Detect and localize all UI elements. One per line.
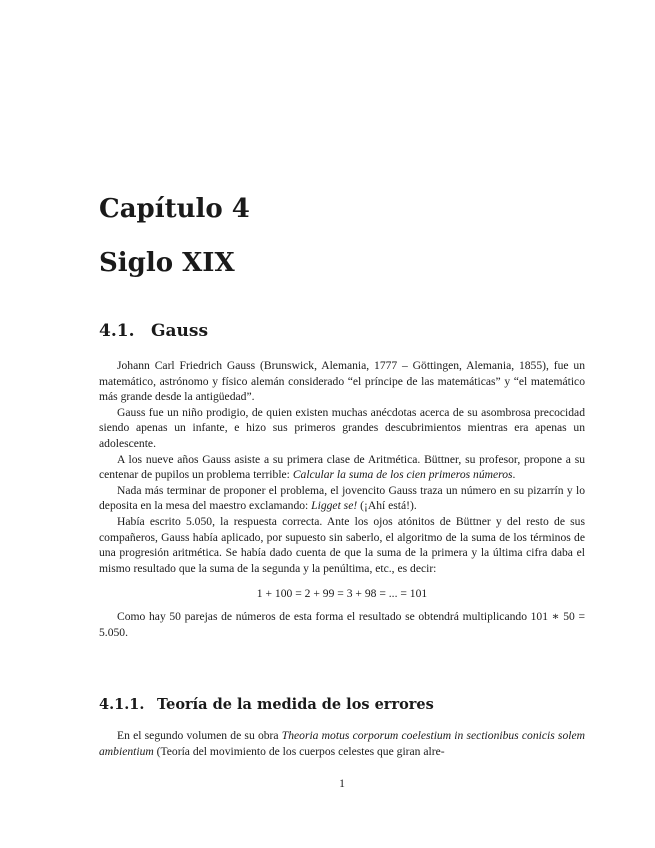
- chapter-title: Siglo XIX: [99, 248, 235, 278]
- paragraph: Gauss fue un niño prodigio, de quien existen muchas anécdotas acerca de su asombrosa precocidad siendo apenas un infante, e hizo sus primeros grandes descubrimientos mientras era apenas un adolescente.: [99, 405, 585, 450]
- subsection-body: [99, 728, 585, 759]
- paragraph: Como hay 50 parejas de números de esta forma el resultado se obtendrá multiplicando 101 ∗ 50 = 5.050.: [99, 609, 585, 639]
- emphasis-text: Ligget se!: [311, 499, 358, 513]
- equation: 1 + 100 = 2 + 99 = 3 + 98 = ... = 101: [256, 587, 428, 601]
- paragraph: Nada más terminar de proponer el problema, el jovencito Gauss traza un número en su pizarrín y lo deposita en la mesa del maestro exclamando: Ligget se! (¡Ahí está!).: [99, 483, 585, 513]
- paragraph: Johann Carl Friedrich Gauss (Brunswick, Alemania, 1777 – Göttingen, Alemania, 1855), fue un matemático, astrónomo y físico alemán considerado “el príncipe de las matemáticas” y “el matemático más grande desde la antigüedad”.: [99, 359, 585, 404]
- paragraph: En el segundo volumen de su obra Theoria motus corporum coelestium in sectionibus conicis solem ambientium (Teoría del movimiento de los cuerpos celestes que giran alre-: [99, 729, 585, 758]
- paragraph: A los nueve años Gauss asiste a su primera clase de Aritmética. Büttner, su profesor, propone a su centenar de pupilos un problema terrible: Calcular la suma de los cien primeros números.: [99, 452, 585, 482]
- subsection-number: 4.1.1.: [99, 696, 145, 713]
- section-title: Gauss: [151, 321, 209, 341]
- emphasis-text: Calcular la suma de los cien primeros números: [292, 468, 513, 482]
- subsection-title: Teoría de la medida de los errores: [157, 696, 434, 713]
- section-heading: [99, 320, 208, 342]
- paragraph: Había escrito 5.050, la respuesta correcta. Ante los ojos atónitos de Büttner y del resto de sus compañeros, Gauss había aplicado, por supuesto sin saberlo, el algoritmo de la suma de los términos de una progresión aritmética. Se había dado cuenta de que la suma de la primera y la última cifra daba el mismo resultado que la suma de la segunda y la penúltima, etc., es decir:: [99, 514, 585, 575]
- chapter-label: Capítulo 4: [99, 194, 250, 224]
- page-number: 1: [339, 777, 345, 790]
- section-number: 4.1.: [99, 321, 135, 341]
- subsection-heading: [99, 695, 434, 715]
- emphasis-text: Theoria motus corporum coelestium in sectionibus conicis solem ambientium: [99, 729, 585, 758]
- section-body: [99, 358, 585, 640]
